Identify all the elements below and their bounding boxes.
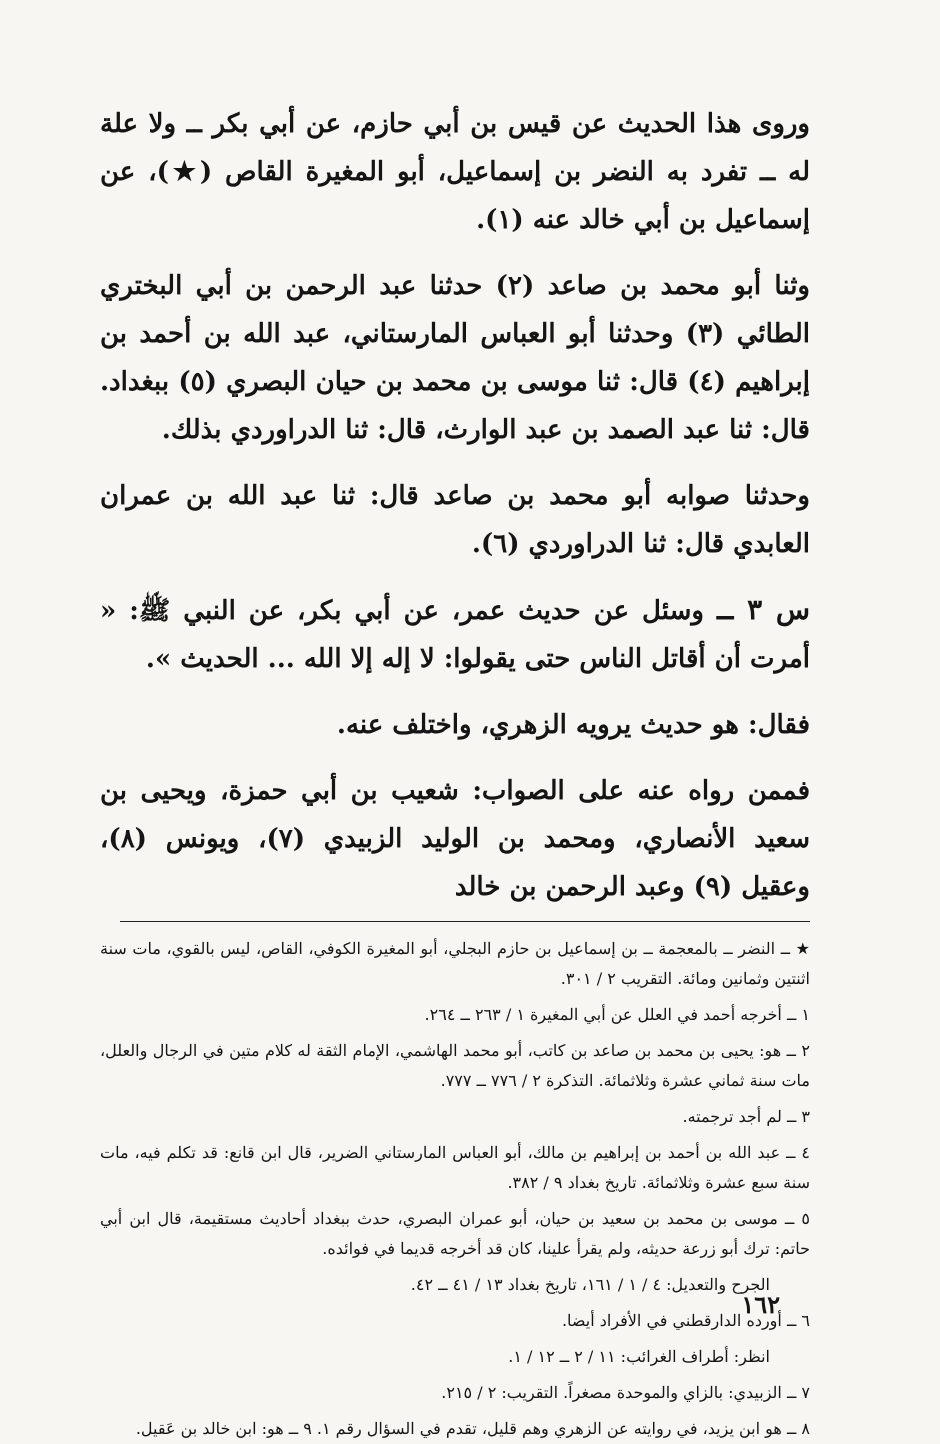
footnotes xyxy=(100,934,810,1444)
footnote-7: ٧ ــ الزبيدي: بالزاي والموحدة مصغراً. التقريب: ٢ / ٢١٥. xyxy=(441,1383,810,1402)
paragraph-3: وحدثنا صوابه أبو محمد بن صاعد قال: ثنا عبد الله بن عمران العابدي قال: ثنا الدراوردي (٦). xyxy=(100,481,810,559)
paragraph-2: وثنا أبو محمد بن صاعد (٢) حدثنا عبد الرحمن بن أبي البختري الطائي (٣) وحدثنا أبو العباس المارستاني، عبد الله بن أحمد بن إبراهيم (٤) قال: ثنا موسى بن محمد بن حيان البصري (٥) ببغداد. قال: ثنا عبد الصمد بن عبد الوارث، قال: ثنا الدراوردي بذلك. xyxy=(100,271,811,445)
footnote-2: ٢ ــ هو: يحيى بن محمد بن صاعد بن كاتب، أبو محمد الهاشمي، الإمام الثقة له كلام متين في الرجال والعلل، مات سنة ثماني عشرة وثلاثمائة. التذكرة ٢ / ٧٧٦ ــ ٧٧٧. xyxy=(100,1041,810,1090)
footnote-6-source: انظر: أطراف الغرائب: ١١ / ٢ ــ ١٢ / ١. xyxy=(508,1347,770,1366)
footnote-6: ٦ ــ أورده الدارقطني في الأفراد أيضا. xyxy=(561,1311,810,1330)
footnote-5: ٥ ــ موسى بن محمد بن سعيد بن حيان، أبو عمران البصري، حدث ببغداد أحاديث مستقيمة، قال ابن أبي حاتم: ترك أبو زرعة حديثه، ولم يقرأ علينا، كان قد أخرجه قديما في فوائده. xyxy=(100,1209,810,1258)
main-text xyxy=(100,100,810,911)
page-number: ١٦٢ xyxy=(741,1290,780,1319)
footnote-divider xyxy=(120,921,810,922)
footnote-3: ٣ ــ لم أجد ترجمته. xyxy=(682,1107,810,1126)
footnote-4: ٤ ــ عبد الله بن أحمد بن إبراهيم بن مالك، أبو العباس المارستاني الضرير، قال ابن قانع: قد تكلم فيه، مات سنة سبع عشرة وثلاثمائة. تاريخ بغداد ٩ / ٣٨٢. xyxy=(100,1143,810,1192)
answer-paragraph: فقال: هو حديث يرويه الزهري، واختلف عنه. xyxy=(336,710,810,740)
footnote-1: ١ ــ أخرجه أحمد في العلل عن أبي المغيرة ١ / ٢٦٣ ــ ٢٦٤. xyxy=(424,1005,810,1024)
footnote-8-9: ٨ ــ هو ابن يزيد، في روايته عن الزهري وهم قليل، تقدم في السؤال رقم ١. ٩ ــ هو: ابن خالد بن عَقيل. xyxy=(135,1419,810,1438)
question-label: س ٣ ــ xyxy=(716,593,810,626)
question-text: وسئل عن حديث عمر، عن أبي بكر، عن النبي ﷺ: « أمرت أن أقاتل الناس حتى يقولوا: لا إله إلا الله ... الحديث ». xyxy=(100,596,810,674)
question-paragraph xyxy=(100,586,810,683)
paragraph-1: وروى هذا الحديث عن قيس بن أبي حازم، عن أبي بكر ــ ولا علة له ــ تفرد به النضر بن إسماعيل، أبو المغيرة القاص (★)، عن إسماعيل بن أبي خالد عنه (١). xyxy=(100,109,810,235)
footnote-star: ★ ــ النضر ــ بالمعجمة ــ بن إسماعيل بن حازم البجلي، أبو المغيرة الكوفي، القاص، ليس بالقوي، مات سنة اثنتين وثمانين ومائة. التقريب ٢ / ٣٠١. xyxy=(100,939,810,988)
paragraph-final: فممن رواه عنه على الصواب: شعيب بن أبي حمزة، ويحيى بن سعيد الأنصاري، ومحمد بن الوليد الزبيدي (٧)، ويونس (٨)، وعقيل (٩) وعبد الرحمن بن خالد xyxy=(100,776,810,902)
footnote-5-source: الجرح والتعديل: ٤ / ١ / ١٦١، تاريخ بغداد ١٣ / ٤١ ــ ٤٢. xyxy=(410,1275,770,1294)
